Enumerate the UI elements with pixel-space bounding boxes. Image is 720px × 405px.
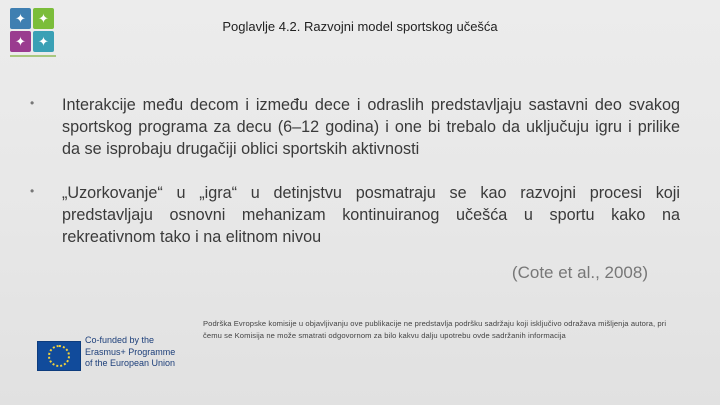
logo-tile-teal: ✦ <box>33 31 54 52</box>
eu-flag-icon <box>37 341 81 371</box>
logo-tile-green: ✦ <box>33 8 54 29</box>
bullet-item <box>30 94 680 160</box>
bullet-dot-icon: • <box>30 96 35 110</box>
bullet-text: Interakcije među decom i između dece i odraslih predstavljaju sastavni deo svakog sportskog programa za decu (6–12 godina) i one bi trebalo da uključuju igru i prilike da se isprobaju drugačiji oblici sportskih aktivnosti <box>62 96 680 158</box>
bullet-dot-icon: • <box>30 184 35 198</box>
logo-caption-line <box>10 55 56 57</box>
bullet-list <box>30 94 680 270</box>
logo-tile-purple: ✦ <box>10 31 31 52</box>
eu-line-1: Co-funded by the <box>85 335 155 345</box>
logo-tile-blue: ✦ <box>10 8 31 29</box>
bullet-text: „Uzorkovanje“ u „igra“ u detinjstvu posmatraju se kao razvojni procesi koji predstavljaju osnovni mehanizam kontinuiranog učešća u sportu kako na rekreativnom tako i na elitnom nivou <box>62 184 680 246</box>
bullet-item <box>30 182 680 248</box>
eu-line-2: Erasmus+ Programme <box>85 346 176 357</box>
slide-title: Poglavlje 4.2. Razvojni model sportskog učešća <box>222 19 498 34</box>
eu-cofunded-text <box>85 335 185 370</box>
disclaimer-text: Podrška Evropske komisije u objavljivanju ove publikacije ne predstavlja podršku sadržaju koji isključivo odražava mišljenja autora, pri čemu se Komisija ne može smatrati odgovornom za bilo kakvu dalju upotrebu ovde sadržanih informacija <box>203 319 667 340</box>
citation: (Cote et al., 2008) <box>511 263 648 282</box>
eu-line-3: of the European Union <box>85 358 176 368</box>
